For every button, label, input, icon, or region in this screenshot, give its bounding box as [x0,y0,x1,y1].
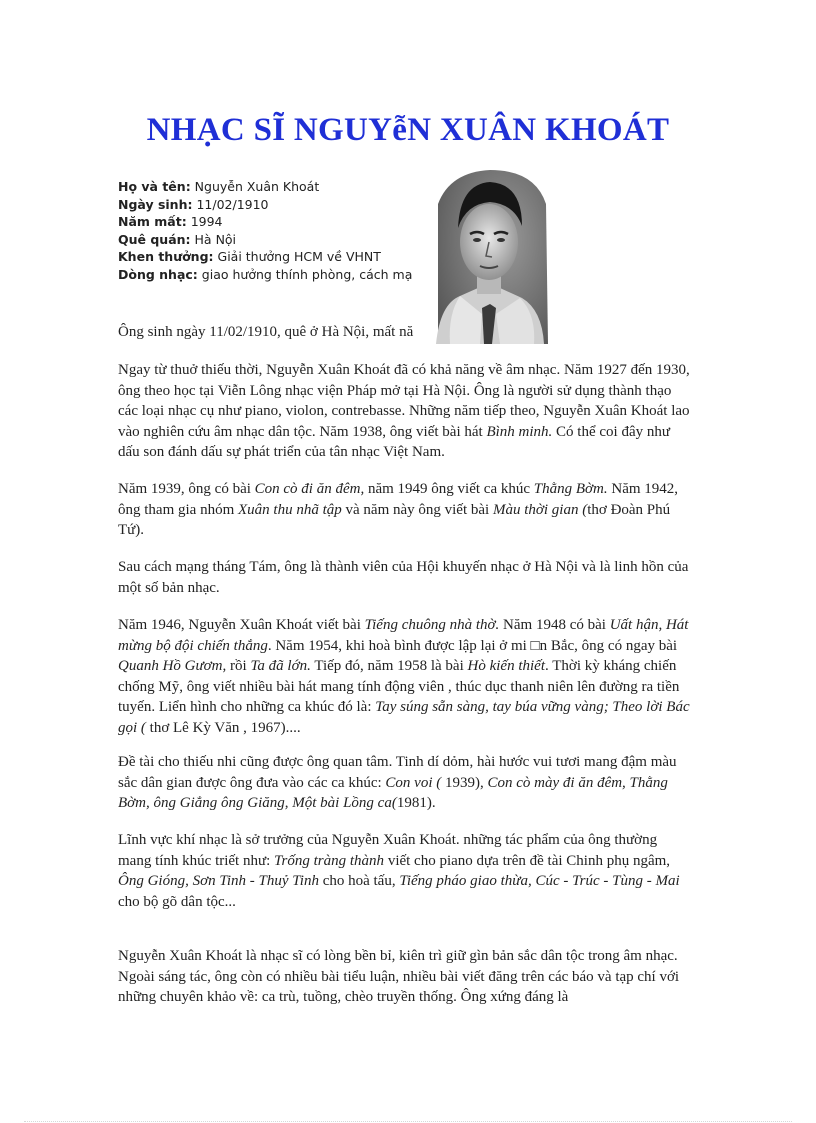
info-label: Họ và tên: [118,179,191,194]
info-value: Giải thưởng HCM về VHNT [217,249,381,265]
portrait-image [430,164,548,344]
paragraph-3: Sau cách mạng tháng Tám, ông là thành viên của Hội khuyến nhạc ở Hà Nội và là linh hồn của một số bản nhạc. [118,559,689,596]
paragraph-intro: Ông sinh ngày 11/02/1910, quê ở Hà Nội, mất nă [118,324,414,340]
info-label: Khen thưởng: [118,249,214,265]
paragraph-7: Nguyễn Xuân Khoát là nhạc sĩ có lòng bền bỉ, kiên trì giữ gìn bản sắc dân tộc trong âm nhạc. Ngoài sáng tác, ông còn có nhiều bài tiểu luận, nhiều bài viết đăng trên các báo và tạp chí với những chuyên khảo về: ca trù, tuồng, chèo truyền thống. Ông xứng đáng là [118,948,680,1005]
info-row-genre [118,266,412,284]
page-bottom-divider [24,1121,792,1122]
info-value: Hà Nội [194,231,237,247]
paragraph-2: Năm 1939, ông có bài Con cò đi ăn đêm, năm 1949 ông viết ca khúc Thằng Bờm. Năm 1942, ông tham gia nhóm Xuân thu nhã tập và năm này ông viết bài Màu thời gian (thơ Đoàn Phú Tứ). [118,481,679,538]
info-value: Nguyễn Xuân Khoát [194,179,320,194]
info-value: giao hưởng thính phòng, cách mạ [201,266,413,282]
portrait-photo [430,164,548,344]
info-label: Năm mất: [118,214,187,230]
info-label: Dòng nhạc: [118,266,198,282]
info-label: Ngày sinh: [118,196,193,212]
info-value: 1994 [190,214,223,230]
page-title: NHẠC SĨ NGUYễN XUÂN KHOÁT [146,112,670,148]
info-row-name [118,178,412,196]
info-row-award [118,248,412,266]
bio-info-block [118,178,412,284]
paragraph-4: Năm 1946, Nguyễn Xuân Khoát viết bài Tiếng chuông nhà thờ. Năm 1948 có bài Uất hận, Hát mừng bộ đội chiến thắng. Năm 1954, khi hoà bình được lập lại ở mi □n Bắc, ông có ngay bài Quanh Hồ Gươm, rồi Ta đã lớn. Tiếp đó, năm 1958 là bài Hò kiến thiết. Thời kỳ kháng chiến chống Mỹ, ông viết nhiều bài hát mang tính động viên , thúc dục thanh niên lên đường ra tiền tuyến. Liển hình cho những ca khúc đó là: Tay súng sẵn sàng, tay búa vững vàng; Theo lời Bác gọi ( thơ Lê Kỳ Văn , 1967).... [118,617,690,736]
info-row-birth [118,196,412,214]
paragraph-1: Ngay từ thuở thiếu thời, Nguyễn Xuân Khoát đã có khả năng về âm nhạc. Năm 1927 đến 1930, ông theo học tại Viễn Lông nhạc viện Pháp mở tại Hà Nội. Ông là người sử dụng thành thạo các loại nhạc cụ như piano, violon, contrebasse. Những năm tiếp theo, Nguyễn Xuân Khoát lao vào nghiên cứu âm nhạc dân tộc. Năm 1938, ông viết bài hát Bình minh. Có thể coi đây như dấu son đánh dấu sự phát triển của tân nhạc Việt Nam. [118,362,690,460]
paragraph-5: Đề tài cho thiếu nhi cũng được ông quan tâm. Tinh dí dỏm, hài hước vui tươi mang đậm màu sắc dân gian được ông đưa vào các ca khúc: Con voi ( 1939), Con cò mày đi ăn đêm, Thằng Bờm, ông Giẳng ông Giăng, Một bài Lồng ca(1981). [118,754,677,811]
info-label: Quê quán: [118,231,191,247]
info-row-death [118,213,412,231]
paragraph-6: Lĩnh vực khí nhạc là sở trưởng của Nguyễn Xuân Khoát. những tác phẩm của ông thường mang tính khúc triết như: Trống tràng thành viết cho piano dựa trên đề tài Chinh phụ ngâm, Ông Gióng, Sơn Tinh - Thuỷ Tinh cho hoà tấu, Tiếng pháo giao thừa, Cúc - Trúc - Tùng - Mai cho bộ gõ dân tộc... [118,832,680,910]
info-value: 11/02/1910 [196,196,269,212]
info-row-hometown [118,231,412,249]
